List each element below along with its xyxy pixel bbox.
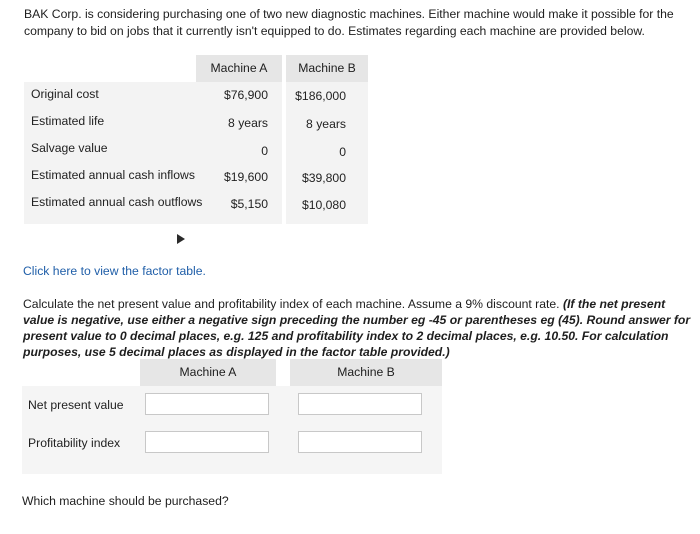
answer-machine-a-header: Machine A <box>140 359 276 386</box>
machine-a-annual-cash-inflows: $19,600 <box>223 170 268 184</box>
npv-machine-b-input[interactable] <box>298 393 422 415</box>
question-rounding-note: (If the net present value is negative, use either a negative sign preceding the number eg -45 or parentheses eg (45). Round answer for present value to 0 decimal places, e.g. 125 and profitability index to 2 decimal places, e.g. 10.50. For calculation purposes, use 5 decimal places as displayed in the factor table provided.) <box>23 297 691 359</box>
which-machine-question: Which machine should be purchased? <box>22 494 229 508</box>
problem-intro: BAK Corp. is considering purchasing one of two new diagnostic machines. Either machine would make it possible for the company to bid on jobs that it currently isn't equipped to do. Estimates regarding each machine are provided below. <box>24 7 674 38</box>
machine-b-salvage-value: 0 <box>339 145 346 159</box>
row-label-annual-cash-outflows: Estimated annual cash outflows <box>31 195 203 209</box>
machine-b-annual-cash-outflows: $10,080 <box>301 198 346 212</box>
machine-a-header: Machine A <box>196 55 282 82</box>
mouse-cursor-icon <box>177 234 185 244</box>
row-label-estimated-life: Estimated life <box>31 114 105 128</box>
row-label-salvage-value: Salvage value <box>31 141 108 155</box>
machine-b-annual-cash-inflows: $39,800 <box>301 171 346 185</box>
profitability-index-label: Profitability index <box>28 436 121 450</box>
pi-machine-a-input[interactable] <box>145 431 269 453</box>
pi-machine-b-input[interactable] <box>298 431 422 453</box>
machine-a-salvage-value: 0 <box>261 144 268 158</box>
npv-machine-a-input[interactable] <box>145 393 269 415</box>
row-label-original-cost: Original cost <box>31 87 99 101</box>
machine-b-estimated-life: 8 years <box>306 117 346 131</box>
question-text: Calculate the net present value and profitability index of each machine. Assume a 9% discount rate. <box>23 297 563 311</box>
machine-a-annual-cash-outflows: $5,150 <box>230 197 268 211</box>
machine-a-original-cost: $76,900 <box>223 88 268 102</box>
question-instructions <box>23 296 693 360</box>
machine-b-original-cost: $186,000 <box>295 89 346 103</box>
factor-table-link[interactable]: Click here to view the factor table. <box>23 264 206 278</box>
row-label-annual-cash-inflows: Estimated annual cash inflows <box>31 168 195 182</box>
machine-b-header: Machine B <box>286 55 368 82</box>
net-present-value-label: Net present value <box>28 398 124 412</box>
answer-machine-b-header: Machine B <box>290 359 442 386</box>
machine-a-estimated-life: 8 years <box>228 116 268 130</box>
